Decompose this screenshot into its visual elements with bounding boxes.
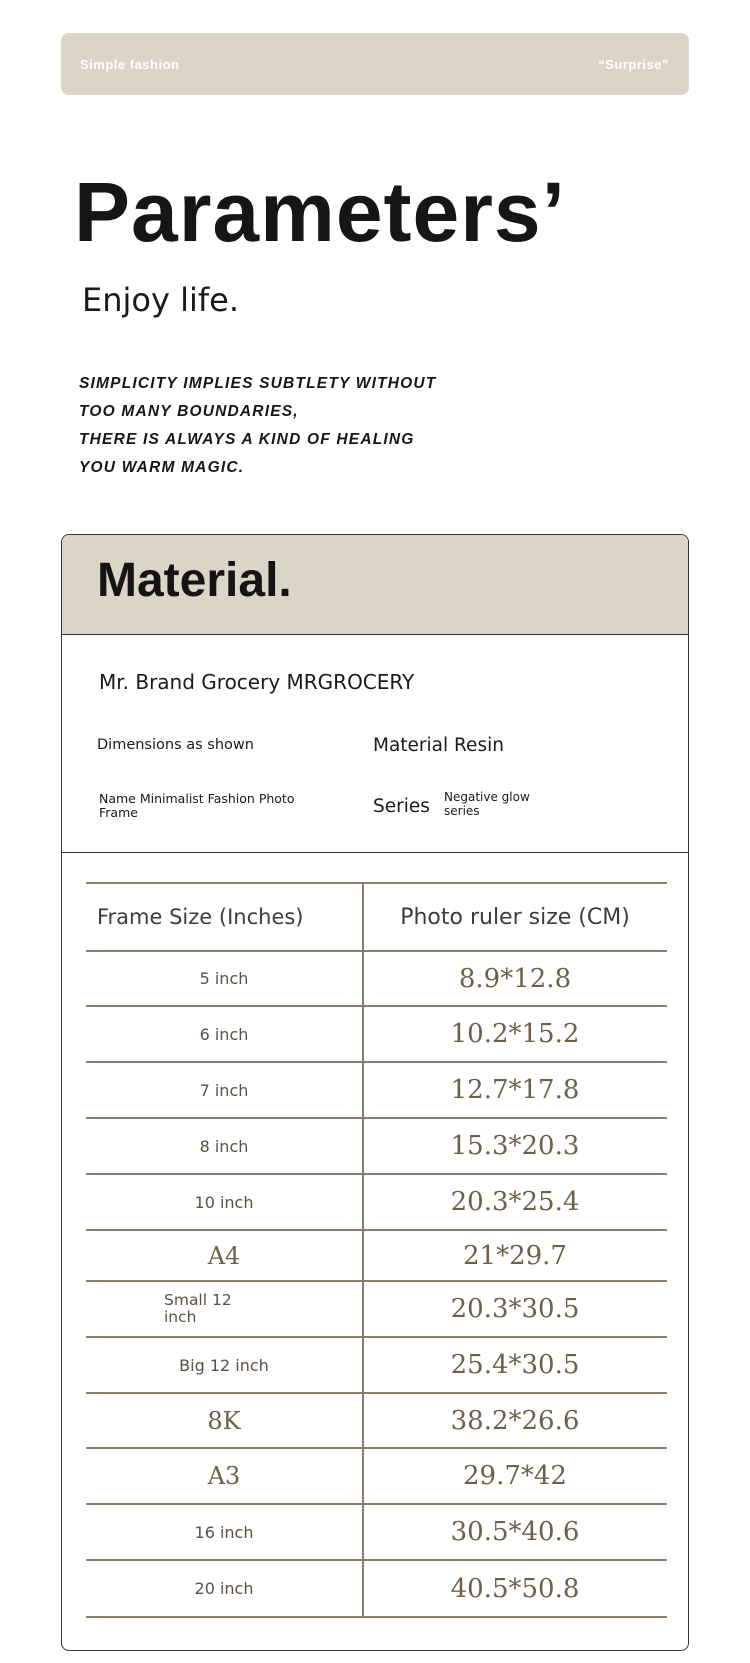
table-header-row: [86, 884, 667, 952]
frame-size-cell: 6 inch: [199, 1024, 249, 1044]
product-name-text: Name Minimalist Fashion Photo Frame: [99, 791, 295, 820]
table-row: [86, 1007, 667, 1063]
frame-size-cell: 5 inch: [199, 969, 249, 988]
photo-size-cell: 29.7*42: [463, 1461, 567, 1491]
banner-right-text: “Surprise”: [598, 57, 669, 72]
table-row: [86, 1063, 667, 1119]
tagline: [79, 370, 436, 482]
tagline-line: YOU WARM MAGIC.: [79, 459, 245, 476]
tagline-line: THERE IS ALWAYS A KIND OF HEALING: [79, 431, 415, 448]
material-card: [61, 534, 689, 1651]
series-value: Negative glow series: [444, 790, 530, 818]
material-text: Material Resin: [373, 735, 504, 756]
photo-size-cell: 40.5*50.8: [450, 1573, 580, 1604]
frame-size-cell: 7 inch: [199, 1080, 249, 1100]
table-row: [86, 1231, 667, 1282]
table-row: [86, 1175, 667, 1231]
photo-size-cell: 10.2*15.2: [450, 1019, 580, 1049]
column-header-frame-size: Frame Size (Inches): [97, 905, 304, 929]
photo-size-cell: 25.4*30.5: [450, 1350, 580, 1380]
frame-size-text: Small 12 inch: [164, 1291, 232, 1326]
frame-size-cell: A3: [207, 1462, 241, 1490]
photo-size-cell: 21*29.7: [463, 1240, 567, 1271]
frame-size-cell: 8K: [207, 1406, 241, 1435]
photo-size-cell: 12.7*17.8: [450, 1075, 580, 1105]
table-row: [86, 1119, 667, 1175]
photo-size-cell: 20.3*30.5: [450, 1294, 580, 1324]
tagline-line: TOO MANY BOUNDARIES,: [79, 403, 299, 420]
banner-left-text: Simple fashion: [80, 57, 180, 72]
tagline-line: SIMPLICITY IMPLIES SUBTLETY WITHOUT: [79, 375, 437, 392]
page-title: Parameters’: [74, 165, 566, 259]
frame-size-cell: A4: [207, 1241, 241, 1270]
page-subtitle: Enjoy life.: [82, 281, 239, 319]
table-row: [86, 1561, 667, 1618]
photo-size-cell: 38.2*26.6: [450, 1405, 580, 1436]
table-row: [86, 1394, 667, 1449]
frame-size-cell: 20 inch: [194, 1579, 254, 1598]
material-heading: Material.: [97, 554, 292, 607]
brand-text: Mr. Brand Grocery MRGROCERY: [99, 670, 415, 694]
table-row: [86, 1449, 667, 1505]
table-row: [86, 1338, 667, 1394]
product-info: [62, 636, 688, 853]
photo-size-cell: 20.3*25.4: [450, 1187, 580, 1217]
size-table: [86, 882, 667, 1618]
photo-size-cell: 30.5*40.6: [450, 1517, 580, 1547]
top-banner: [61, 33, 689, 95]
frame-size-cell: 16 inch: [194, 1522, 254, 1542]
photo-size-cell: 15.3*20.3: [450, 1131, 580, 1161]
material-card-header: [62, 535, 688, 635]
column-header-photo-size: Photo ruler size (CM): [400, 904, 630, 930]
series-label: Series: [373, 796, 430, 817]
frame-size-cell: 10 inch: [194, 1192, 254, 1212]
frame-size-cell: Big 12 inch: [179, 1355, 269, 1375]
table-row: [86, 952, 667, 1007]
dimensions-text: Dimensions as shown: [97, 737, 254, 753]
frame-size-cell: [86, 1282, 362, 1336]
table-row: [86, 1282, 667, 1338]
frame-size-cell: 8 inch: [199, 1136, 249, 1156]
table-row: [86, 1505, 667, 1561]
photo-size-cell: 8.9*12.8: [458, 963, 572, 994]
